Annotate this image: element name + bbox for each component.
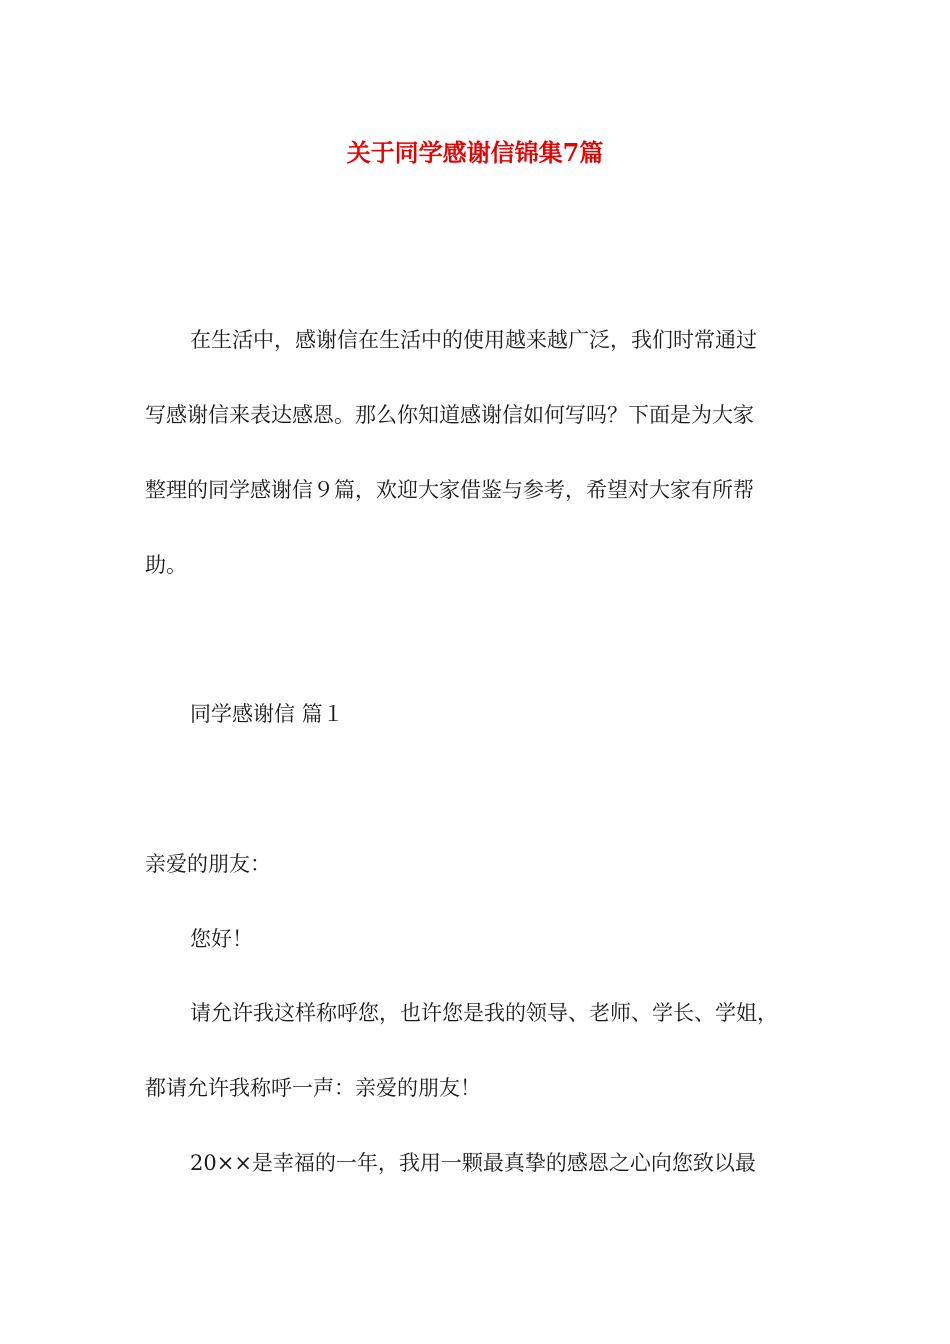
- greeting: 您好！: [190, 927, 253, 951]
- salutation: 亲爱的朋友：: [145, 852, 271, 876]
- intro-line-2: 写感谢信来表达感恩。那么你知道感谢信如何写吗？下面是为大家: [145, 403, 754, 427]
- paragraph2-line-1: 20××是幸福的一年，我用一颗最真挚的感恩之心向您致以最: [190, 1151, 756, 1175]
- section-heading: 同学感谢信 篇１: [190, 702, 344, 726]
- intro-line-3: 整理的同学感谢信９篇，欢迎大家借鉴与参考，希望对大家有所帮: [145, 478, 754, 502]
- intro-line-1: 在生活中，感谢信在生活中的使用越来越广泛，我们时常通过: [190, 328, 757, 352]
- intro-line-4: 助。: [145, 553, 187, 577]
- document-title: 关于同学感谢信锦集7篇: [346, 138, 604, 167]
- paragraph1-line-2: 都请允许我称呼一声：亲爱的朋友！: [145, 1076, 481, 1100]
- paragraph1-line-1: 请允许我这样称呼您，也许您是我的领导、老师、学长、学姐，: [190, 1001, 778, 1025]
